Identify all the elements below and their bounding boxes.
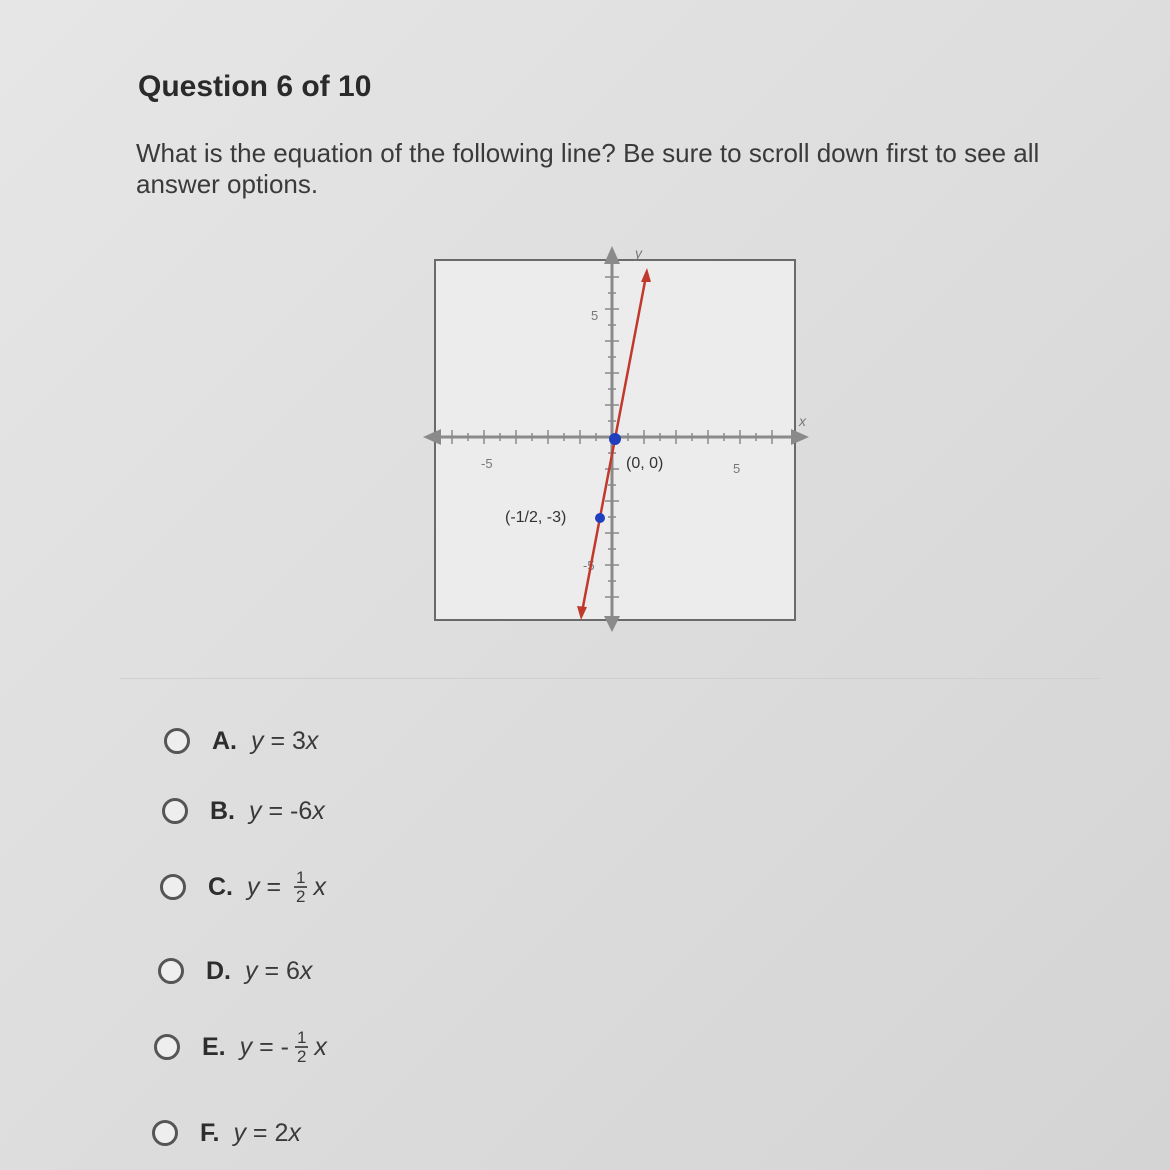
fraction: $\frac{1}{2}$ [296, 868, 306, 906]
graph [415, 240, 815, 635]
radio-icon[interactable] [158, 958, 184, 984]
x-axis-label: x [799, 413, 806, 429]
divider [120, 678, 1100, 679]
option-b[interactable] [162, 785, 325, 837]
option-c[interactable] [160, 861, 326, 913]
option-letter: D. [206, 956, 231, 985]
option-letter: B. [210, 796, 235, 825]
y-axis-label: y [635, 245, 642, 261]
x-tick-label-pos: 5 [733, 461, 741, 476]
y-tick-label-neg: -5 [583, 558, 595, 573]
x-axis-arrow-right [791, 429, 809, 445]
radio-icon[interactable] [162, 798, 188, 824]
y-axis-arrow-up [604, 246, 620, 264]
graph-svg [415, 240, 815, 635]
question-title: Question 6 of 10 [138, 70, 372, 103]
x-axis-arrow-left [423, 429, 441, 445]
y-axis-arrow-down [604, 616, 620, 632]
radio-icon[interactable] [154, 1034, 180, 1060]
option-d[interactable] [158, 945, 312, 997]
point-origin-label: (0, 0) [626, 455, 664, 472]
option-letter: A. [212, 726, 237, 755]
option-equation: y = 3 x [251, 726, 319, 755]
option-e[interactable] [154, 1021, 327, 1073]
option-f[interactable] [152, 1107, 301, 1159]
radio-icon[interactable] [160, 874, 186, 900]
y-tick-label-pos: 5 [591, 308, 599, 323]
point-second [595, 513, 605, 523]
radio-icon[interactable] [164, 728, 190, 754]
radio-icon[interactable] [152, 1120, 178, 1146]
option-a[interactable] [164, 715, 318, 767]
option-equation: y = -6 x [249, 796, 325, 825]
option-equation: y = 2 x [233, 1118, 301, 1147]
point-origin [609, 433, 621, 445]
option-equation: y = - $\frac{1}{2}$ x [239, 1028, 327, 1066]
fraction: $\frac{1}{2}$ [296, 1028, 307, 1066]
option-letter: F. [200, 1118, 220, 1147]
point-second-label: (-1/2, -3) [505, 509, 567, 526]
option-letter: E. [202, 1032, 226, 1061]
option-equation: y = $\frac{1}{2}$ x [247, 868, 326, 906]
option-letter: C. [208, 872, 233, 901]
question-text: What is the equation of the following line? Be sure to scroll down first to see all answer options. [136, 138, 1040, 199]
option-equation: y = 6 x [245, 956, 313, 985]
x-tick-label-neg: -5 [481, 456, 493, 471]
